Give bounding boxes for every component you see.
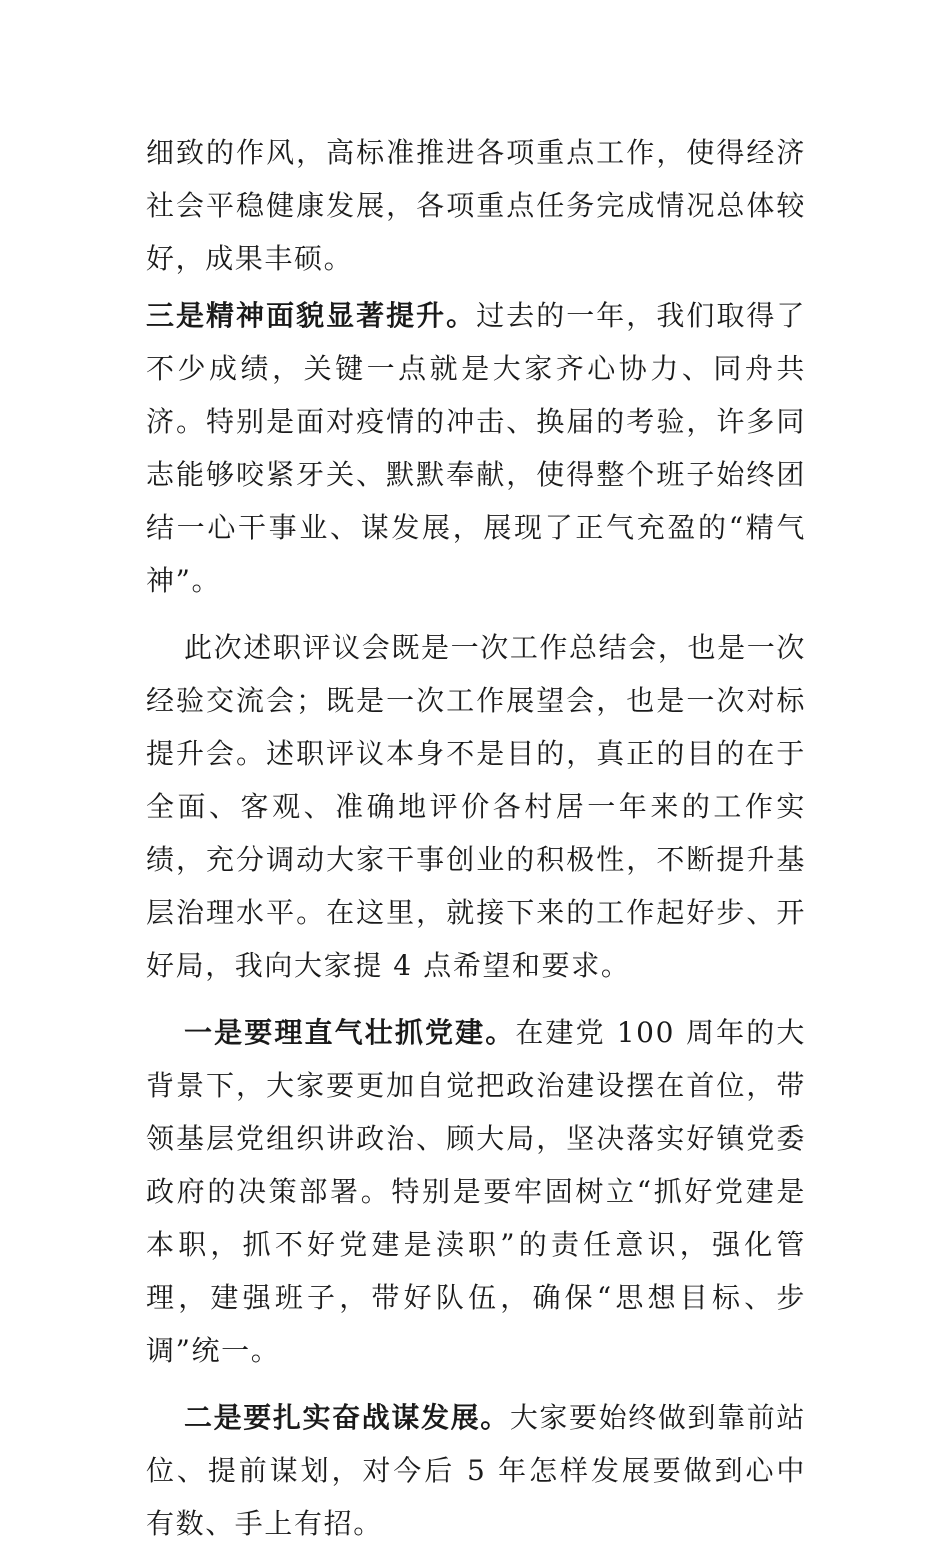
paragraph-heading: 二是要扎实奋战谋发展。 xyxy=(184,1401,510,1434)
paragraph-text: 大家要始终做到靠前站位、提前谋划，对今后 5 年怎样发展要做到心中有数、手上有招。 xyxy=(146,1401,806,1540)
paragraph-text: 过去的一年，我们取得了不少成绩，关键一点就是大家齐心协力、同舟共济。特别是面对疫情的冲击、换届的考验，许多同志能够咬紧牙关、默默奉献，使得整个班子始终团结一心干事业、谋发展，展现了正气充盈的“精气神”。 xyxy=(146,299,806,597)
paragraph-text: 此次述职评议会既是一次工作总结会，也是一次经验交流会；既是一次工作展望会，也是一次对标提升会。述职评议本身不是目的，真正的目的在于全面、客观、准确地评价各村居一年来的工作实绩，充分调动大家干事创业的积极性，不断提升基层治理水平。在这里，就接下来的工作起好步、开好局，我向大家提 4 点希望和要求。 xyxy=(146,631,806,982)
paragraph-spirit xyxy=(146,289,806,607)
paragraph-heading: 三是精神面貌显著提升。 xyxy=(146,299,477,332)
paragraph-text: 在建党 100 周年的大背景下，大家要更加自觉把政治建设摆在首位，带领基层党组织讲政治、顾大局，坚决落实好镇党委政府的决策部署。特别是要牢固树立“抓好党建是本职，抓不好党建是渎职”的责任意识，强化管理，建强班子，带好队伍，确保“思想目标、步调”统一。 xyxy=(146,1016,806,1367)
paragraph-text: 细致的作风，高标准推进各项重点工作，使得经济社会平稳健康发展，各项重点任务完成情况总体较好，成果丰硕。 xyxy=(146,136,806,275)
document-body xyxy=(146,126,806,1550)
paragraph-heading: 一是要理直气壮抓党建。 xyxy=(184,1016,516,1049)
paragraph-development xyxy=(146,1391,806,1550)
paragraph-continuation xyxy=(146,126,806,285)
paragraph-party-building xyxy=(146,1006,806,1377)
paragraph-meeting-purpose xyxy=(146,621,806,992)
